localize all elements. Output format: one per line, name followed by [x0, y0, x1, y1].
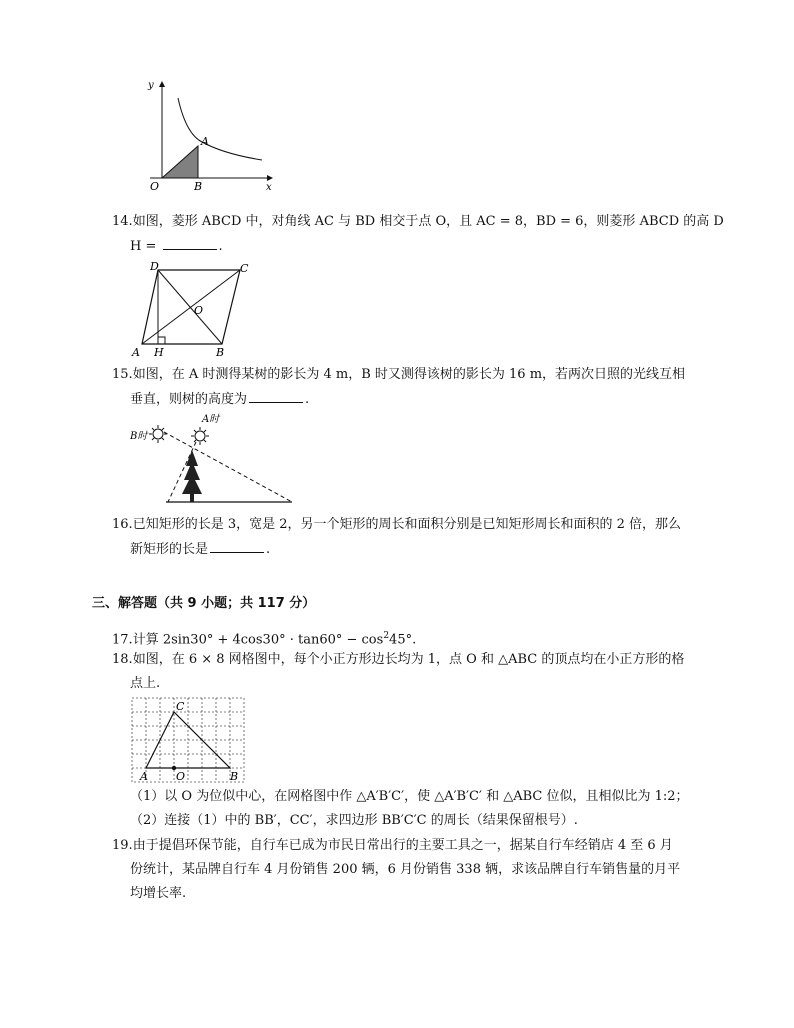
- q18-sub2: （2）连接（1）中的 BB′，CC′，求四边形 BB′C′C 的周长（结果保留根号）.: [130, 813, 578, 828]
- q16-line2-text: 新矩形的长是: [130, 542, 209, 557]
- q17-line: [112, 626, 416, 650]
- q15-line2: [130, 389, 309, 410]
- q15-line2-end: .: [305, 392, 310, 407]
- x-label: x: [266, 182, 272, 193]
- q18-text: 如图，在 6 × 8 网格图中，每个小正方形边长均为 1，点 O 和 △ABC 的顶点均在小正方形的格: [132, 652, 685, 667]
- origin-label: O: [150, 180, 160, 193]
- q14-line2-end: .: [218, 239, 223, 254]
- label-a18: A: [140, 770, 148, 783]
- q17-number: 17.: [112, 632, 133, 648]
- label-a: A: [132, 346, 140, 359]
- label-d: D: [150, 260, 159, 273]
- figure-rhombus: [128, 258, 258, 362]
- label-c: C: [240, 262, 249, 275]
- q16-line2-end: .: [266, 542, 271, 557]
- hyperbola-curve: [178, 98, 262, 160]
- q18-sub1: （1）以 O 为位似中心，在网格图中作 △A′B′C′，使 △A′B′C′ 和 △ABC 位似，且相似比为 1:2；: [130, 789, 689, 804]
- point-b-label: B: [194, 180, 203, 193]
- figure-tree-shadow: [128, 410, 298, 506]
- diagonal-bd: [158, 270, 222, 344]
- q16-line1: [112, 515, 681, 535]
- q19-line1: [112, 836, 673, 856]
- section-3-heading: 三、解答题（共 9 小题；共 117 分）: [92, 596, 316, 611]
- sun-b-icon: [149, 425, 167, 443]
- label-c18: C: [176, 700, 185, 713]
- q14-answer-blank[interactable]: [163, 236, 217, 250]
- point-a-label: A: [201, 135, 209, 148]
- q15-line2-text: 垂直，则树的高度为: [130, 392, 248, 407]
- q16-answer-blank[interactable]: [210, 539, 264, 553]
- b-time-label: B时: [130, 431, 148, 442]
- q16-number: 16.: [112, 517, 133, 532]
- q14-line1: [112, 212, 724, 232]
- label-b18: B: [230, 770, 239, 783]
- q14-line2: [130, 236, 223, 257]
- q19-number: 19.: [112, 838, 133, 853]
- dashed-grid: [132, 698, 244, 782]
- label-o18: O: [176, 770, 186, 783]
- q16-line2: [130, 539, 270, 560]
- label-b: B: [216, 346, 225, 359]
- y-label: y: [148, 80, 154, 91]
- sun-a-icon: [191, 427, 209, 445]
- q14-text: 如图，菱形 ABCD 中，对角线 AC 与 BD 相交于点 O，且 AC = 8，BD = 6，则菱形 ABCD 的高 D: [132, 214, 724, 229]
- q16-text: 已知矩形的长是 3，宽是 2，另一个矩形的周长和面积分别是已知矩形周长和面积的 2 倍，那么: [132, 517, 682, 532]
- q14-number: 14.: [112, 214, 133, 229]
- a-time-label: A时: [202, 414, 220, 425]
- q19-line2: 份统计，某品牌自行车 4 月份销售 200 辆，6 月份销售 338 辆，求该品牌自行车销售量的月平: [130, 862, 681, 877]
- shaded-triangle: [162, 146, 198, 178]
- q18-number: 18.: [112, 652, 133, 667]
- q15-text: 如图，在 A 时测得某树的影长为 4 m，B 时又测得该树的影长为 16 m，若两次日照的光线互相: [132, 367, 686, 382]
- q15-answer-blank[interactable]: [249, 389, 303, 403]
- label-h: H: [154, 346, 164, 359]
- q15-line1: [112, 365, 685, 385]
- q17-exponent: 2: [383, 631, 390, 641]
- q18-line1: [112, 650, 684, 670]
- figure-hyperbola: [140, 74, 280, 194]
- label-o: O: [194, 304, 204, 317]
- q14-line2-text: H =: [130, 239, 161, 254]
- right-angle-mark: [158, 337, 165, 344]
- tree: [182, 450, 202, 502]
- q18-line2: 点上.: [130, 676, 161, 691]
- q19-line3: 均增长率.: [130, 886, 187, 901]
- b-time-ray: [164, 432, 292, 502]
- q19-text: 由于提倡环保节能，自行车已成为市民日常出行的主要工具之一，据某自行车经销店 4 至 6 月: [132, 838, 673, 853]
- q15-number: 15.: [112, 367, 133, 382]
- q17-text: 计算 2sin30° + 4cos30° · tan60° − cos: [132, 632, 384, 648]
- figure-grid-triangle: [128, 696, 248, 786]
- q17-text-end: 45°.: [389, 632, 417, 648]
